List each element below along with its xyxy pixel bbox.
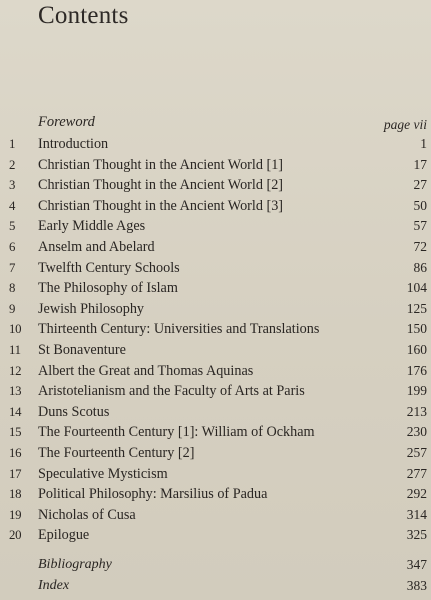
chapter-number: 4	[9, 198, 16, 213]
chapter-title: Duns Scotus	[38, 403, 110, 420]
chapter-page: 314	[406, 506, 427, 522]
chapter-title: The Fourteenth Century [2]	[38, 444, 195, 461]
toc-entry	[0, 464, 431, 485]
chapter-title: Political Philosophy: Marsilius of Padua	[38, 486, 268, 503]
chapter-number: 15	[9, 425, 22, 440]
chapter-number: 10	[9, 322, 22, 337]
chapter-title: Epilogue	[38, 527, 90, 544]
chapter-title: Christian Thought in the Ancient World [1]	[38, 156, 284, 173]
chapter-title: Speculative Mysticism	[38, 465, 168, 482]
chapter-title: Introduction	[38, 136, 109, 152]
chapter-title: Nicholas of Cusa	[38, 506, 136, 523]
chapter-number: 20	[9, 528, 22, 543]
toc-entry	[0, 484, 431, 505]
back-matter-index	[0, 578, 431, 598]
toc-entry	[0, 340, 431, 361]
toc-entry	[0, 155, 431, 176]
toc-entry	[0, 134, 431, 155]
toc-entry	[0, 237, 431, 258]
toc-entry	[0, 381, 431, 402]
chapter-page: 125	[406, 300, 427, 316]
chapter-title: Twelfth Century Schools	[38, 259, 180, 276]
chapter-page: 150	[406, 321, 427, 337]
chapter-page: 199	[406, 383, 427, 399]
chapter-title: Thirteenth Century: Universities and Translations	[38, 321, 320, 338]
chapter-page: 257	[406, 444, 427, 460]
chapter-page: 213	[406, 403, 427, 419]
toc-entry	[0, 196, 431, 217]
toc-list	[0, 134, 431, 546]
chapter-number: 5	[9, 219, 16, 234]
toc-entry	[0, 422, 431, 443]
toc-entry	[0, 175, 431, 196]
chapter-number: 14	[9, 404, 22, 419]
chapter-number: 7	[9, 260, 16, 275]
back-matter-page: 383	[406, 578, 427, 593]
toc-entry	[0, 361, 431, 382]
chapter-page: 104	[406, 280, 427, 296]
chapter-number: 1	[9, 137, 16, 151]
chapter-title: Early Middle Ages	[38, 218, 146, 235]
foreword-label: Foreword	[38, 114, 95, 130]
page-title: Contents	[38, 2, 129, 29]
chapter-number: 12	[9, 363, 22, 378]
chapter-number: 2	[9, 157, 16, 172]
chapter-page: 160	[406, 341, 427, 357]
back-matter-title: Index	[38, 578, 70, 593]
chapter-page: 277	[406, 465, 427, 481]
toc-entry	[0, 258, 431, 279]
chapter-number: 6	[9, 239, 16, 254]
toc-entry	[0, 505, 431, 526]
back-matter-page: 347	[406, 557, 427, 572]
chapter-title: Christian Thought in the Ancient World [2]	[38, 177, 284, 194]
chapter-page: 50	[413, 197, 427, 213]
chapter-title: Anselm and Abelard	[38, 238, 155, 255]
chapter-number: 16	[9, 445, 22, 460]
chapter-page: 230	[406, 424, 427, 440]
chapter-page: 57	[413, 218, 427, 234]
chapter-title: Aristotelianism and the Faculty of Arts at Paris	[38, 383, 305, 400]
chapter-number: 13	[9, 384, 22, 399]
back-matter-bibliography	[0, 557, 431, 577]
chapter-title: Christian Thought in the Ancient World [3]	[38, 197, 284, 214]
toc-entry	[0, 443, 431, 464]
chapter-page: 17	[413, 156, 427, 172]
chapter-number: 11	[9, 342, 21, 357]
chapter-title: Jewish Philosophy	[38, 300, 145, 317]
chapter-number: 3	[9, 178, 16, 193]
toc-entry	[0, 216, 431, 237]
chapter-page: 1	[420, 136, 427, 151]
chapter-title: St Bonaventure	[38, 341, 126, 358]
chapter-page: 72	[413, 238, 427, 254]
chapter-number: 18	[9, 487, 22, 502]
foreword-page: page vii	[383, 117, 427, 132]
toc-entry	[0, 402, 431, 423]
chapter-title: The Philosophy of Islam	[38, 280, 178, 297]
toc-entry	[0, 278, 431, 299]
chapter-page: 292	[406, 486, 427, 502]
chapter-title: The Fourteenth Century [1]: William of Ockham	[38, 424, 315, 441]
chapter-page: 176	[406, 362, 427, 378]
chapter-page: 27	[413, 177, 427, 193]
toc-entry	[0, 525, 431, 546]
chapter-number: 8	[9, 281, 16, 296]
back-matter-title: Bibliography	[38, 557, 112, 572]
chapter-number: 19	[9, 507, 22, 522]
toc-entry	[0, 319, 431, 340]
chapter-page: 86	[413, 259, 427, 275]
toc-entry	[0, 299, 431, 320]
chapter-title: Albert the Great and Thomas Aquinas	[38, 362, 254, 379]
chapter-page: 325	[406, 527, 427, 543]
chapter-number: 9	[9, 301, 16, 316]
chapter-number: 17	[9, 466, 22, 481]
